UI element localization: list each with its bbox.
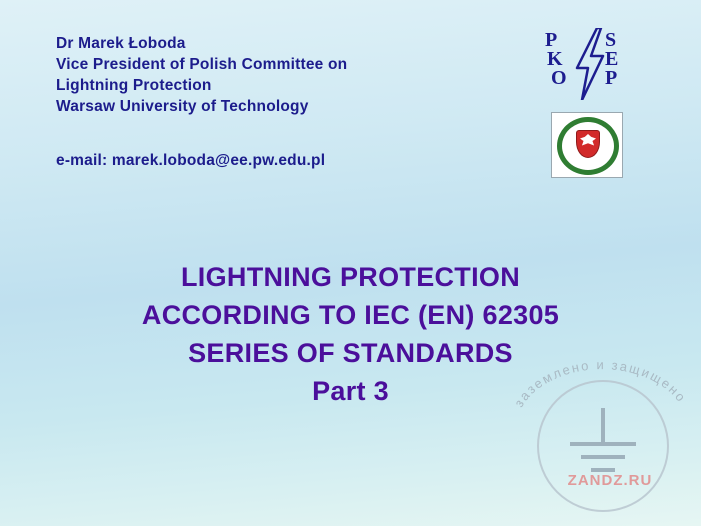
slide-title bbox=[0, 258, 701, 410]
pkosep-letter-s: S bbox=[605, 29, 617, 51]
ground-bar-2 bbox=[581, 455, 625, 459]
polish-eagle-emblem-icon bbox=[551, 112, 623, 178]
title-line-4: Part 3 bbox=[312, 376, 389, 406]
title-line-2: ACCORDING TO IEC (EN) 62305 bbox=[141, 300, 560, 330]
pkosep-letter-p: P bbox=[545, 29, 558, 51]
author-role-line-1: Vice President of Polish Committee on bbox=[56, 56, 348, 73]
title-line-3: SERIES OF STANDARDS bbox=[188, 338, 513, 368]
earth-ground-symbol-icon bbox=[567, 408, 639, 478]
author-email: e-mail: marek.loboda@ee.pw.edu.pl bbox=[56, 152, 326, 169]
pkosep-letter-p2: P bbox=[605, 67, 618, 89]
author-role-line-2: Lightning Protection bbox=[56, 77, 212, 94]
author-name: Dr Marek Łoboda bbox=[56, 35, 186, 52]
ground-stem bbox=[601, 408, 605, 442]
author-affiliation: Warsaw University of Technology bbox=[56, 98, 309, 115]
watermark-arc-text-path: заземлено и защищено bbox=[511, 362, 690, 410]
ground-bar-1 bbox=[570, 442, 636, 446]
watermark-brand: ZANDZ.RU bbox=[567, 472, 653, 489]
pkosep-logo bbox=[543, 26, 629, 102]
author-info-block bbox=[56, 33, 347, 117]
lightning-bolt-icon bbox=[573, 28, 607, 100]
pkosep-letter-k: K bbox=[547, 48, 563, 70]
pkosep-letter-e: E bbox=[605, 48, 619, 70]
pkosep-letter-o: O bbox=[551, 67, 567, 89]
ground-bar-3 bbox=[591, 468, 615, 472]
title-line-1: LIGHTNING PROTECTION bbox=[181, 262, 520, 292]
